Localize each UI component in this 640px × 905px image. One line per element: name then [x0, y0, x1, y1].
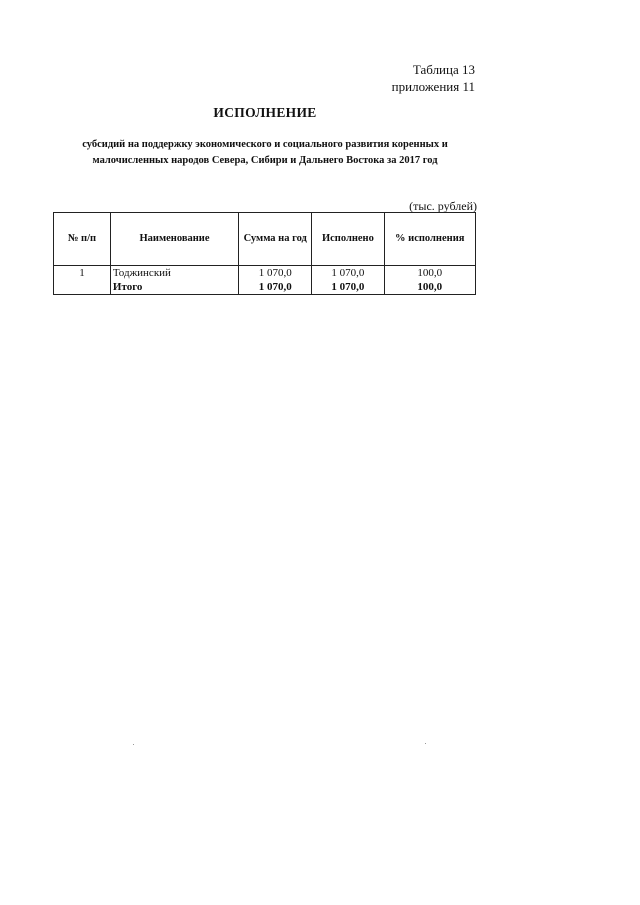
- cell-annual-sum: 1 070,0: [239, 280, 312, 295]
- table-header-row: [54, 213, 476, 266]
- column-header-annual-sum: Сумма на год: [239, 213, 312, 266]
- cell-percent: 100,0: [384, 266, 476, 281]
- scan-speck: [133, 744, 134, 745]
- column-header-name: Наименование: [110, 213, 238, 266]
- scan-speck: [425, 743, 426, 744]
- document-title: ИСПОЛНЕНИЕ: [213, 105, 317, 120]
- column-header-percent: % исполнения: [384, 213, 476, 266]
- document-subtitle: [52, 137, 478, 169]
- cell-executed: 1 070,0: [312, 280, 384, 295]
- cell-executed: 1 070,0: [312, 266, 384, 281]
- table-reference: [392, 61, 475, 95]
- column-header-executed: Исполнено: [312, 213, 384, 266]
- table-total-row: [54, 280, 476, 295]
- subtitle-line-2: малочисленных народов Севера, Сибири и Дальнего Востока за 2017 год: [92, 155, 438, 166]
- column-header-number: № п/п: [54, 213, 111, 266]
- subtitle-line-1: субсидий на поддержку экономического и социального развития коренных и: [82, 139, 448, 150]
- execution-table: [53, 212, 476, 295]
- units-note: (тыс. рублей): [409, 199, 477, 213]
- appendix-number: приложения 11: [391, 79, 475, 94]
- cell-name: Итого: [110, 280, 238, 295]
- cell-percent: 100,0: [384, 280, 476, 295]
- cell-annual-sum: 1 070,0: [239, 266, 312, 281]
- cell-name: Тоджинский: [110, 266, 238, 281]
- table-row: [54, 266, 476, 281]
- cell-number: 1: [54, 266, 111, 281]
- cell-number: [54, 280, 111, 295]
- table-number: Таблица 13: [412, 62, 475, 77]
